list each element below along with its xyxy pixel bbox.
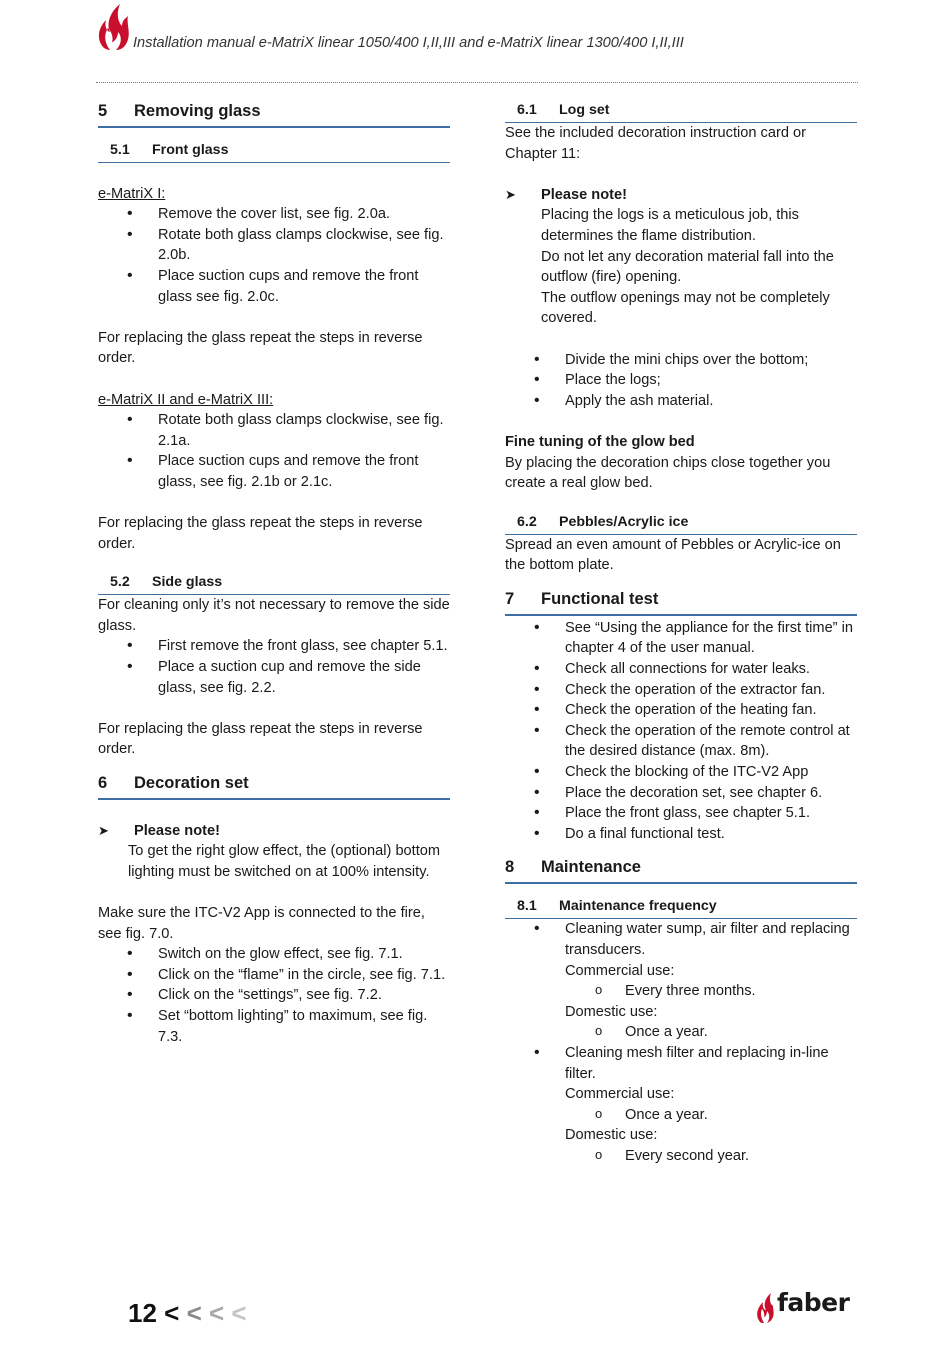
note-text: To get the right glow effect, the (optional) bottom lighting must be switched on at 100% intensity. bbox=[128, 843, 441, 880]
section-title: Functional test bbox=[541, 589, 659, 608]
list-item: • Divide the mini chips over the bottom; bbox=[565, 350, 857, 371]
section-title: Removing glass bbox=[134, 102, 261, 120]
list-item: • Remove the cover list, see fig. 2.0a. bbox=[158, 204, 450, 225]
side-glass-steps bbox=[98, 636, 450, 698]
nav-arrow-icon: < bbox=[164, 1298, 180, 1328]
sub-list bbox=[565, 1022, 857, 1043]
sub-list-item: o Once a year. bbox=[625, 1022, 857, 1043]
list-item: • Click on the “settings”, see fig. 7.2. bbox=[158, 985, 450, 1006]
page-header bbox=[96, 0, 858, 84]
document-title: Installation manual e-MatriX linear 1050/400 I,II,III and e-MatriX linear 1300/400 I,II,III bbox=[133, 35, 684, 51]
arrow-bullet-icon: ➤ bbox=[505, 186, 516, 202]
list-item: • Rotate both glass clamps clockwise, see fig. 2.0b. bbox=[158, 225, 450, 266]
paragraph: For cleaning only it’s not necessary to remove the side glass. bbox=[98, 597, 450, 634]
maintenance-list bbox=[505, 919, 857, 1166]
faber-logo bbox=[755, 1290, 855, 1326]
section-heading-6 bbox=[98, 768, 450, 800]
usage-label: Commercial use: bbox=[565, 962, 675, 979]
flame-icon bbox=[96, 2, 132, 52]
note-line: The outflow openings may not be completely covered. bbox=[541, 289, 830, 327]
section-title: Decoration set bbox=[134, 774, 249, 793]
left-column bbox=[98, 96, 450, 1047]
note-line: Placing the logs is a meticulous job, this determines the flame distribution. bbox=[541, 207, 799, 244]
app-steps bbox=[98, 944, 450, 1047]
section-heading-7 bbox=[505, 584, 857, 616]
header-divider bbox=[96, 82, 858, 83]
list-item: • First remove the front glass, see chapter 5.1. bbox=[158, 636, 450, 657]
task-text: • Cleaning mesh filter and replacing in-line filter. bbox=[565, 1044, 829, 1082]
note-title: Please note! bbox=[541, 186, 627, 203]
subsection-title: Log set bbox=[559, 102, 610, 118]
list-item: • Place a suction cup and remove the side glass, see fig. 2.2. bbox=[158, 657, 450, 698]
section-heading-8 bbox=[505, 852, 857, 884]
nav-arrow-icon: < bbox=[186, 1298, 202, 1328]
note-title: Please note! bbox=[134, 822, 220, 839]
log-steps bbox=[505, 350, 857, 412]
list-item: • Check the operation of the remote control at the desired distance (max. 8m). bbox=[565, 721, 857, 762]
paragraph: For replacing the glass repeat the steps in reverse order. bbox=[98, 720, 423, 758]
front-glass-steps-matrix-2-3 bbox=[98, 410, 450, 492]
note-line: Do not let any decoration material fall into the outflow (fire) opening. bbox=[541, 248, 834, 286]
faber-flame-logo-icon bbox=[755, 1292, 777, 1324]
note-block bbox=[505, 185, 857, 329]
list-item: • Check all connections for water leaks. bbox=[565, 659, 857, 680]
usage-label: Domestic use: bbox=[565, 1003, 658, 1020]
list-item: • Check the blocking of the ITC-V2 App bbox=[565, 762, 857, 783]
brand-name: faber bbox=[777, 1288, 850, 1317]
nav-arrow-icon: < bbox=[209, 1298, 225, 1328]
list-item: • Apply the ash material. bbox=[565, 391, 857, 412]
list-item: • Rotate both glass clamps clockwise, see fig. 2.1a. bbox=[158, 410, 450, 451]
subsection-heading-8-1 bbox=[505, 892, 857, 919]
list-item: • Check the operation of the heating fan. bbox=[565, 700, 857, 721]
functional-test-steps bbox=[505, 618, 857, 845]
model-label-matrix-1: e-MatriX I: bbox=[98, 185, 166, 202]
section-heading-5 bbox=[98, 96, 450, 128]
right-column bbox=[505, 96, 857, 1167]
subsection-number: 5.1 bbox=[110, 142, 130, 158]
list-item: • Switch on the glow effect, see fig. 7.1. bbox=[158, 944, 450, 965]
subsection-title: Side glass bbox=[152, 574, 223, 591]
sub-list bbox=[565, 1146, 857, 1167]
sub-list bbox=[565, 981, 857, 1002]
section-number: 5 bbox=[98, 102, 108, 120]
subsection-heading-6-1 bbox=[505, 96, 857, 123]
subsection-title: Maintenance frequency bbox=[559, 898, 717, 915]
list-item: • Click on the “flame” in the circle, see fig. 7.1. bbox=[158, 965, 450, 986]
section-title: Maintenance bbox=[541, 858, 641, 877]
sub-list-item: o Every three months. bbox=[625, 981, 857, 1002]
subsection-heading-5-2 bbox=[98, 568, 450, 595]
paragraph: Spread an even amount of Pebbles or Acrylic-ice on the bottom plate. bbox=[505, 536, 841, 574]
list-item: • Set “bottom lighting” to maximum, see fig. 7.3. bbox=[158, 1006, 450, 1047]
list-item: • Do a final functional test. bbox=[565, 824, 857, 845]
front-glass-steps-matrix-1 bbox=[98, 204, 450, 307]
list-item: • Place suction cups and remove the front glass see fig. 2.0c. bbox=[158, 266, 450, 307]
page-number bbox=[128, 1298, 247, 1328]
sub-list-item: o Once a year. bbox=[625, 1105, 857, 1126]
list-item: • Place the front glass, see chapter 5.1. bbox=[565, 803, 857, 824]
task-text: • Cleaning water sump, air filter and replacing transducers. bbox=[565, 921, 850, 958]
list-item: • Place the logs; bbox=[565, 370, 857, 391]
section-number: 8 bbox=[505, 858, 515, 877]
paragraph: Make sure the ITC-V2 App is connected to the fire, see fig. 7.0. bbox=[98, 905, 425, 942]
subsection-heading-6-2 bbox=[505, 508, 857, 535]
maintenance-task bbox=[565, 1043, 857, 1167]
subsection-number: 6.2 bbox=[517, 513, 537, 530]
subsection-title: Pebbles/Acrylic ice bbox=[559, 513, 689, 530]
paragraph: For replacing the glass repeat the steps in reverse order. bbox=[98, 515, 423, 552]
subsection-title: Front glass bbox=[152, 142, 229, 158]
list-item: • Place the decoration set, see chapter 6. bbox=[565, 783, 857, 804]
note-block bbox=[98, 821, 450, 842]
list-item: • Check the operation of the extractor fan. bbox=[565, 680, 857, 701]
subsection-number: 5.2 bbox=[110, 574, 130, 591]
paragraph: By placing the decoration chips close together you create a real glow bed. bbox=[505, 454, 831, 492]
usage-label: Commercial use: bbox=[565, 1086, 675, 1103]
list-item: • See “Using the appliance for the first time” in chapter 4 of the user manual. bbox=[565, 618, 857, 659]
sub-list-item: o Every second year. bbox=[625, 1146, 857, 1167]
usage-label: Domestic use: bbox=[565, 1127, 658, 1144]
subsection-heading-5-1 bbox=[98, 136, 450, 163]
fine-tuning-title: Fine tuning of the glow bed bbox=[505, 433, 695, 450]
nav-arrow-icon: < bbox=[231, 1298, 247, 1328]
arrow-bullet-icon: ➤ bbox=[98, 822, 109, 838]
paragraph: For replacing the glass repeat the steps in reverse order. bbox=[98, 329, 423, 367]
maintenance-task bbox=[565, 919, 857, 1043]
sub-list bbox=[565, 1105, 857, 1126]
subsection-number: 8.1 bbox=[517, 898, 537, 915]
subsection-number: 6.1 bbox=[517, 102, 537, 118]
section-number: 6 bbox=[98, 774, 108, 793]
section-number: 7 bbox=[505, 589, 515, 608]
model-label-matrix-2-3: e-MatriX II and e-MatriX III: bbox=[98, 391, 274, 408]
list-item: • Place suction cups and remove the front glass, see fig. 2.1b or 2.1c. bbox=[158, 451, 450, 492]
paragraph: See the included decoration instruction card or Chapter 11: bbox=[505, 125, 806, 162]
page-number-text: 12 bbox=[128, 1298, 157, 1328]
